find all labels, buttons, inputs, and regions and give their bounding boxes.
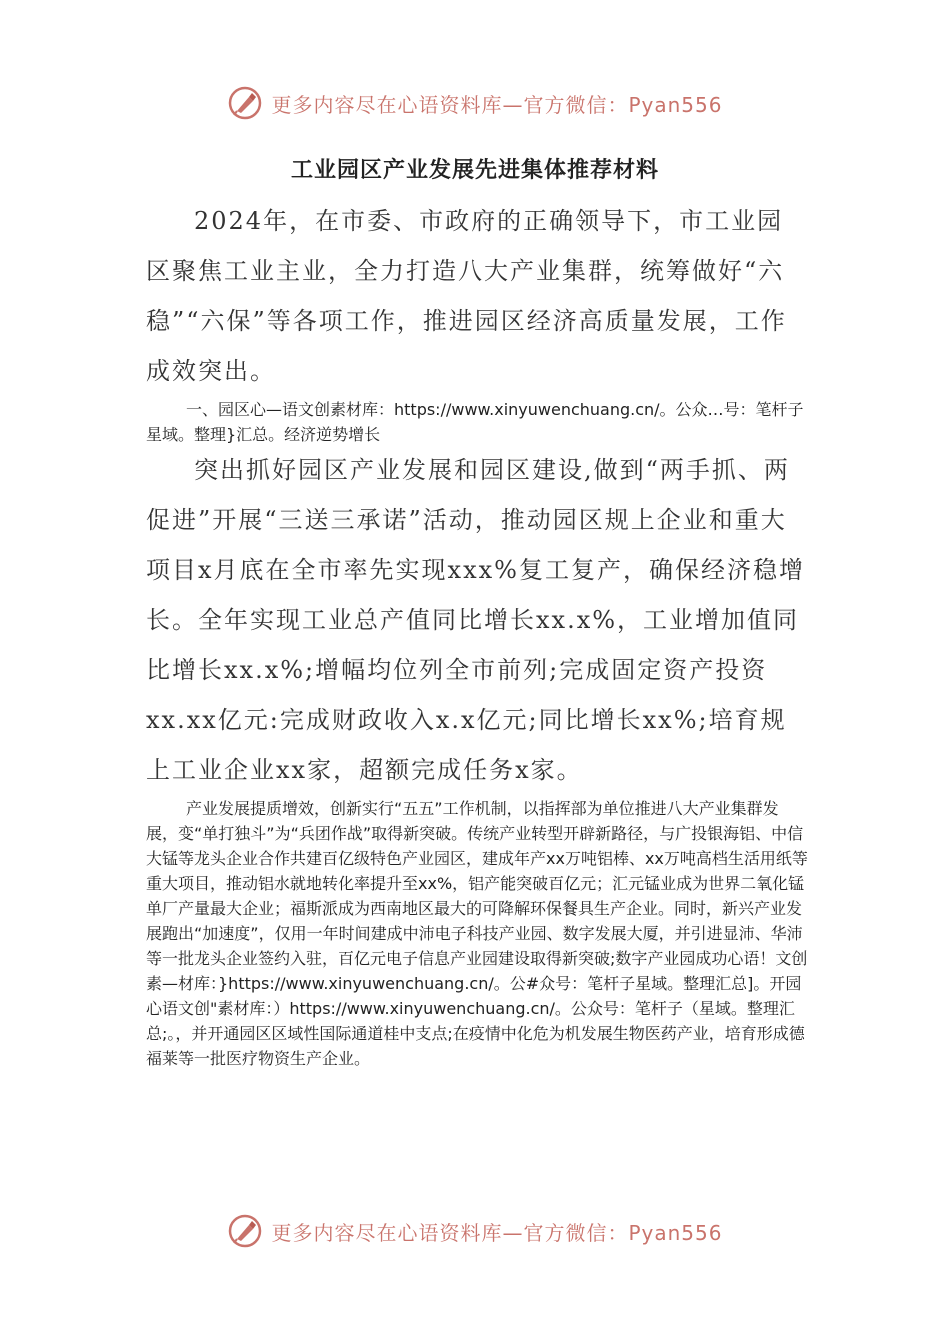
section-heading-economy: 一、园区心—语文创素材库：https://www.xinyuwenchuang.cn/。公众…号：笔杆子星域。整理}汇总。经济逆势增长: [146, 400, 804, 444]
pen-nib-logo-icon: [227, 85, 263, 121]
banner-text: 更多内容尽在心语资料库—官方微信：Pyan556: [271, 92, 723, 117]
header-banner: [0, 80, 950, 126]
paragraph-industry: 产业发展提质增效，创新实行“五五”工作机制，以指挥部为单位推进八大产业集群发展，变“单打独斗”为“兵团作战”取得新突破。传统产业转型开辟新路径，与广投银海铝、中信大锰等龙头企业合作共建百亿级特色产业园区，建成年产xx万吨铝棒、xx万吨高档生活用纸等重大项目，推动铝水就地转化率提升至xx%，铝产能突破百亿元；汇元锰业成为世界二氧化锰单厂产量最大企业；福斯派成为西南地区最大的可降解环保餐具生产企业。同时，新兴产业发展跑出“加速度”，仅用一年时间建成中沛电子科技产业园、数字发展大厦，并引进显沛、华沛等一批龙头企业签约入驻，百亿元电子信息产业园建设取得新突破;数字产业园成功心语！文创素—材库：}https://www.xinyuwenchuang.cn/。公#众号：笔杆子星域。整理汇总]。开园心语文创"素材库：）https://www.xinyuwenchuang.cn/。公众号：笔杆子（星域。整理汇总;。，并开通园区区域性国际通道桂中支点;在疫情中化危为机发展生物医药产业，培育形成德福莱等一批医疗物资生产企业。: [146, 799, 808, 1068]
paragraph-intro: 2024年，在市委、市政府的正确领导下，市工业园区聚焦工业主业，全力打造八大产业集群，统筹做好“六稳”“六保”等各项工作，推进园区经济高质量发展，工作成效突出。: [146, 207, 787, 385]
paragraph-economy: 突出抓好园区产业发展和园区建设,做到“两手抓、两促进”开展“三送三承诺”活动，推动园区规上企业和重大项目x月底在全市率先实现xxx%复工复产，确保经济稳增长。全年实现工业总产值同比增长xx.x%，工业增加值同比增长xx.x%;增幅均位列全市前列;完成固定资产投资xx.xx亿元:完成财政收入x.x亿元;同比增长xx%;培育规上工业企业xx家，超额完成任务x家。: [146, 456, 805, 784]
pen-nib-logo-icon: [227, 1213, 263, 1249]
banner-text: 更多内容尽在心语资料库—官方微信：Pyan556: [271, 1220, 723, 1245]
document-title: 工业园区产业发展先进集体推荐材料: [290, 158, 659, 183]
footer-banner: [0, 1208, 950, 1254]
